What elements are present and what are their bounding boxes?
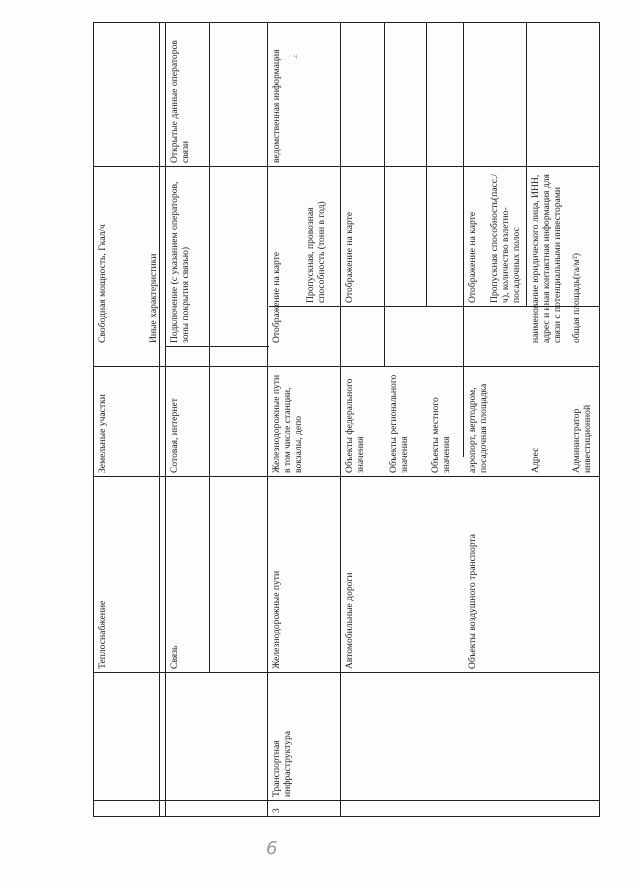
cell-air-capacity: Пропускная способность(пасс./ч), количество взлетно-посадочных полос <box>489 173 522 303</box>
cell-heat-supply: Теплоснабжение <box>97 600 108 669</box>
cell-federal-objects: Объекты федерального значения <box>344 378 366 473</box>
table-rule <box>165 22 166 817</box>
cell-cellular-internet: Сотовая, интернет <box>169 398 180 473</box>
table-rule <box>159 22 160 817</box>
cell-land-plots: Земельные участки <box>97 394 108 473</box>
table-rule <box>526 22 527 307</box>
table-rule <box>340 22 341 817</box>
cell-communication: Связь <box>169 645 180 669</box>
table-rule <box>267 22 268 817</box>
cell-local-objects: Объекты местного значения <box>430 397 452 473</box>
cell-connection: Подключение (с указанием операторов, зоны покрытия связью) <box>169 181 191 343</box>
page-number: 6 <box>266 838 278 859</box>
scan-speck: · ч <box>288 52 298 61</box>
table-border-left <box>93 816 600 817</box>
cell-air-transport: Объекты воздушного транспорта <box>467 533 478 669</box>
cell-open-data: Открытые данные операторов связи <box>169 40 191 163</box>
cell-other-characteristics: Иные характеристики <box>148 253 159 343</box>
cell-railways-detail: Железнодорожные пути в том числе станции, вокзалы, депо <box>271 374 304 473</box>
cell-map-display: Отображение на карте <box>467 211 478 303</box>
table-border-bottom <box>599 22 600 817</box>
rotated-table <box>93 22 600 817</box>
cell-departmental-info: ведомственная информация <box>271 49 282 163</box>
table-rule <box>93 672 600 673</box>
table-rule <box>384 22 385 367</box>
cell-total-area: общая площадь(га/м²) <box>571 253 582 343</box>
table-rule <box>209 22 210 673</box>
cell-free-power: Свободная мощность, Гкал/ч <box>97 224 108 343</box>
table-rule <box>93 166 600 167</box>
cell-regional-objects: Объекты регионального значения <box>388 374 410 473</box>
cell-administrator: Администратор инвестиционной <box>571 404 593 473</box>
cell-map-display: Отображение на карте <box>271 251 282 343</box>
cell-row-number: 3 <box>271 808 282 813</box>
table-rule <box>165 346 269 347</box>
table-rule <box>426 22 427 307</box>
table-rule <box>463 22 464 457</box>
table-border-top <box>93 22 94 817</box>
cell-railways: Железнодорожные пути <box>271 570 282 669</box>
table-border-right <box>93 22 600 23</box>
table-rule <box>93 800 600 801</box>
cell-airport: аэропорт, вертодром, посадочная площадка <box>467 383 489 473</box>
table-rule <box>93 366 600 367</box>
cell-legal-entity: наименование юридического лица, ИНН, адрес и иная контактная информация для связи с потенциальными инвесторами <box>530 174 563 343</box>
cell-address: Адрес <box>530 447 541 473</box>
table-rule <box>93 476 600 477</box>
cell-transport-infrastructure: Транспортная инфраструктура <box>271 730 293 797</box>
cell-roads: Автомобильные дороги <box>344 572 355 669</box>
cell-throughput: Пропускная, провозная способность (тонн в год) <box>305 201 327 303</box>
cell-map-display: Отображение на карте <box>344 211 355 303</box>
